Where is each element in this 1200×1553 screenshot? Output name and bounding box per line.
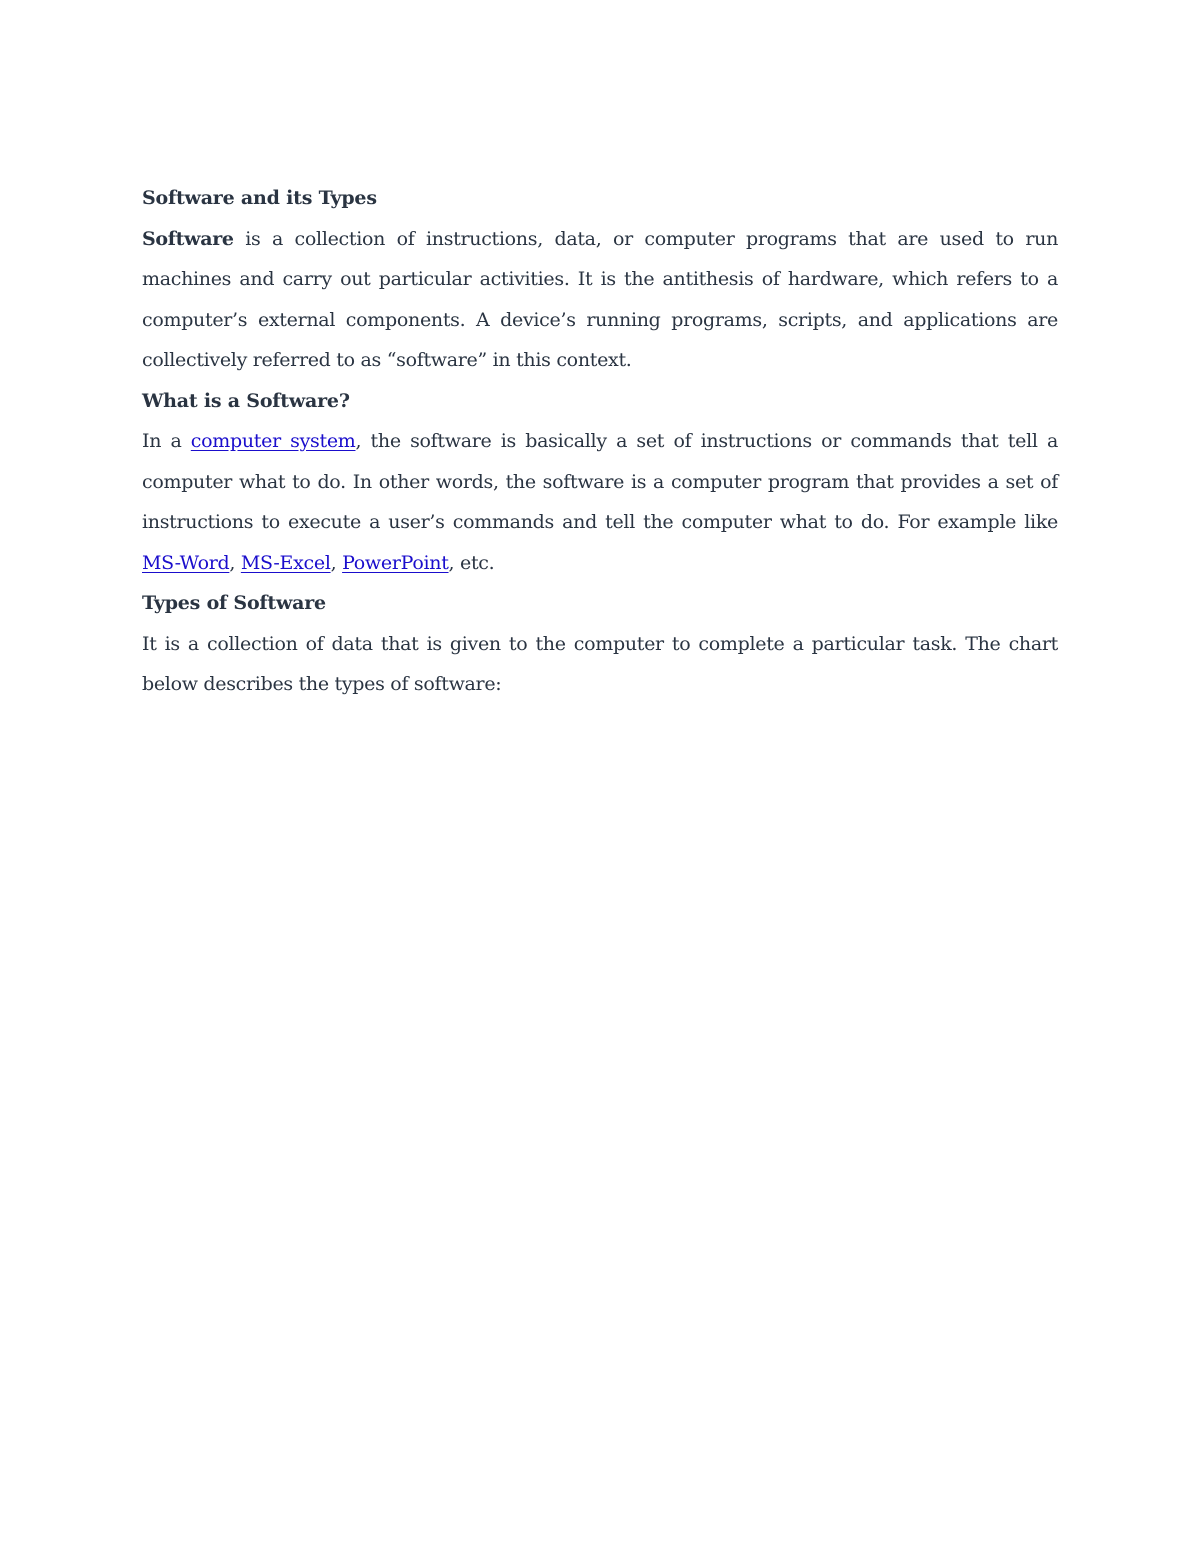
what-text-before-link: In a xyxy=(142,430,191,452)
separator-1: , xyxy=(229,551,241,574)
types-paragraph: It is a collection of data that is given to the computer to complete a particular task. The chart below describes the types of software: xyxy=(142,632,1058,695)
section-heading-types: Types of Software xyxy=(142,592,326,614)
computer-system-link[interactable]: computer system xyxy=(190,430,356,452)
what-text-after-link: , the software is basically a set of instructions or commands that tell a computer what to do. In other words, the software is a computer program that provides a set of instructions to execute a user’s commands and tell the computer what to do. For example like xyxy=(142,430,1058,533)
separator-2: , xyxy=(330,551,343,574)
section-heading-what: What is a Software? xyxy=(142,389,350,412)
what-text-end: , etc. xyxy=(448,551,495,574)
document-title: Software and its Types xyxy=(142,187,377,209)
intro-paragraph xyxy=(142,219,1058,381)
ms-excel-link[interactable]: MS-Excel xyxy=(240,551,331,574)
powerpoint-link[interactable]: PowerPoint xyxy=(342,551,449,574)
what-paragraph xyxy=(142,421,1058,583)
intro-text: is a collection of instructions, data, or computer programs that are used to run machines and carry out particular activities. It is the antithesis of hardware, which refers to a computer’s external components. A device’s running programs, scripts, and applications are collectively referred to as “software” in this context. xyxy=(142,227,1058,371)
ms-word-link[interactable]: MS-Word xyxy=(142,551,230,574)
intro-lead-term: Software xyxy=(142,227,234,250)
document-page xyxy=(142,178,1058,705)
